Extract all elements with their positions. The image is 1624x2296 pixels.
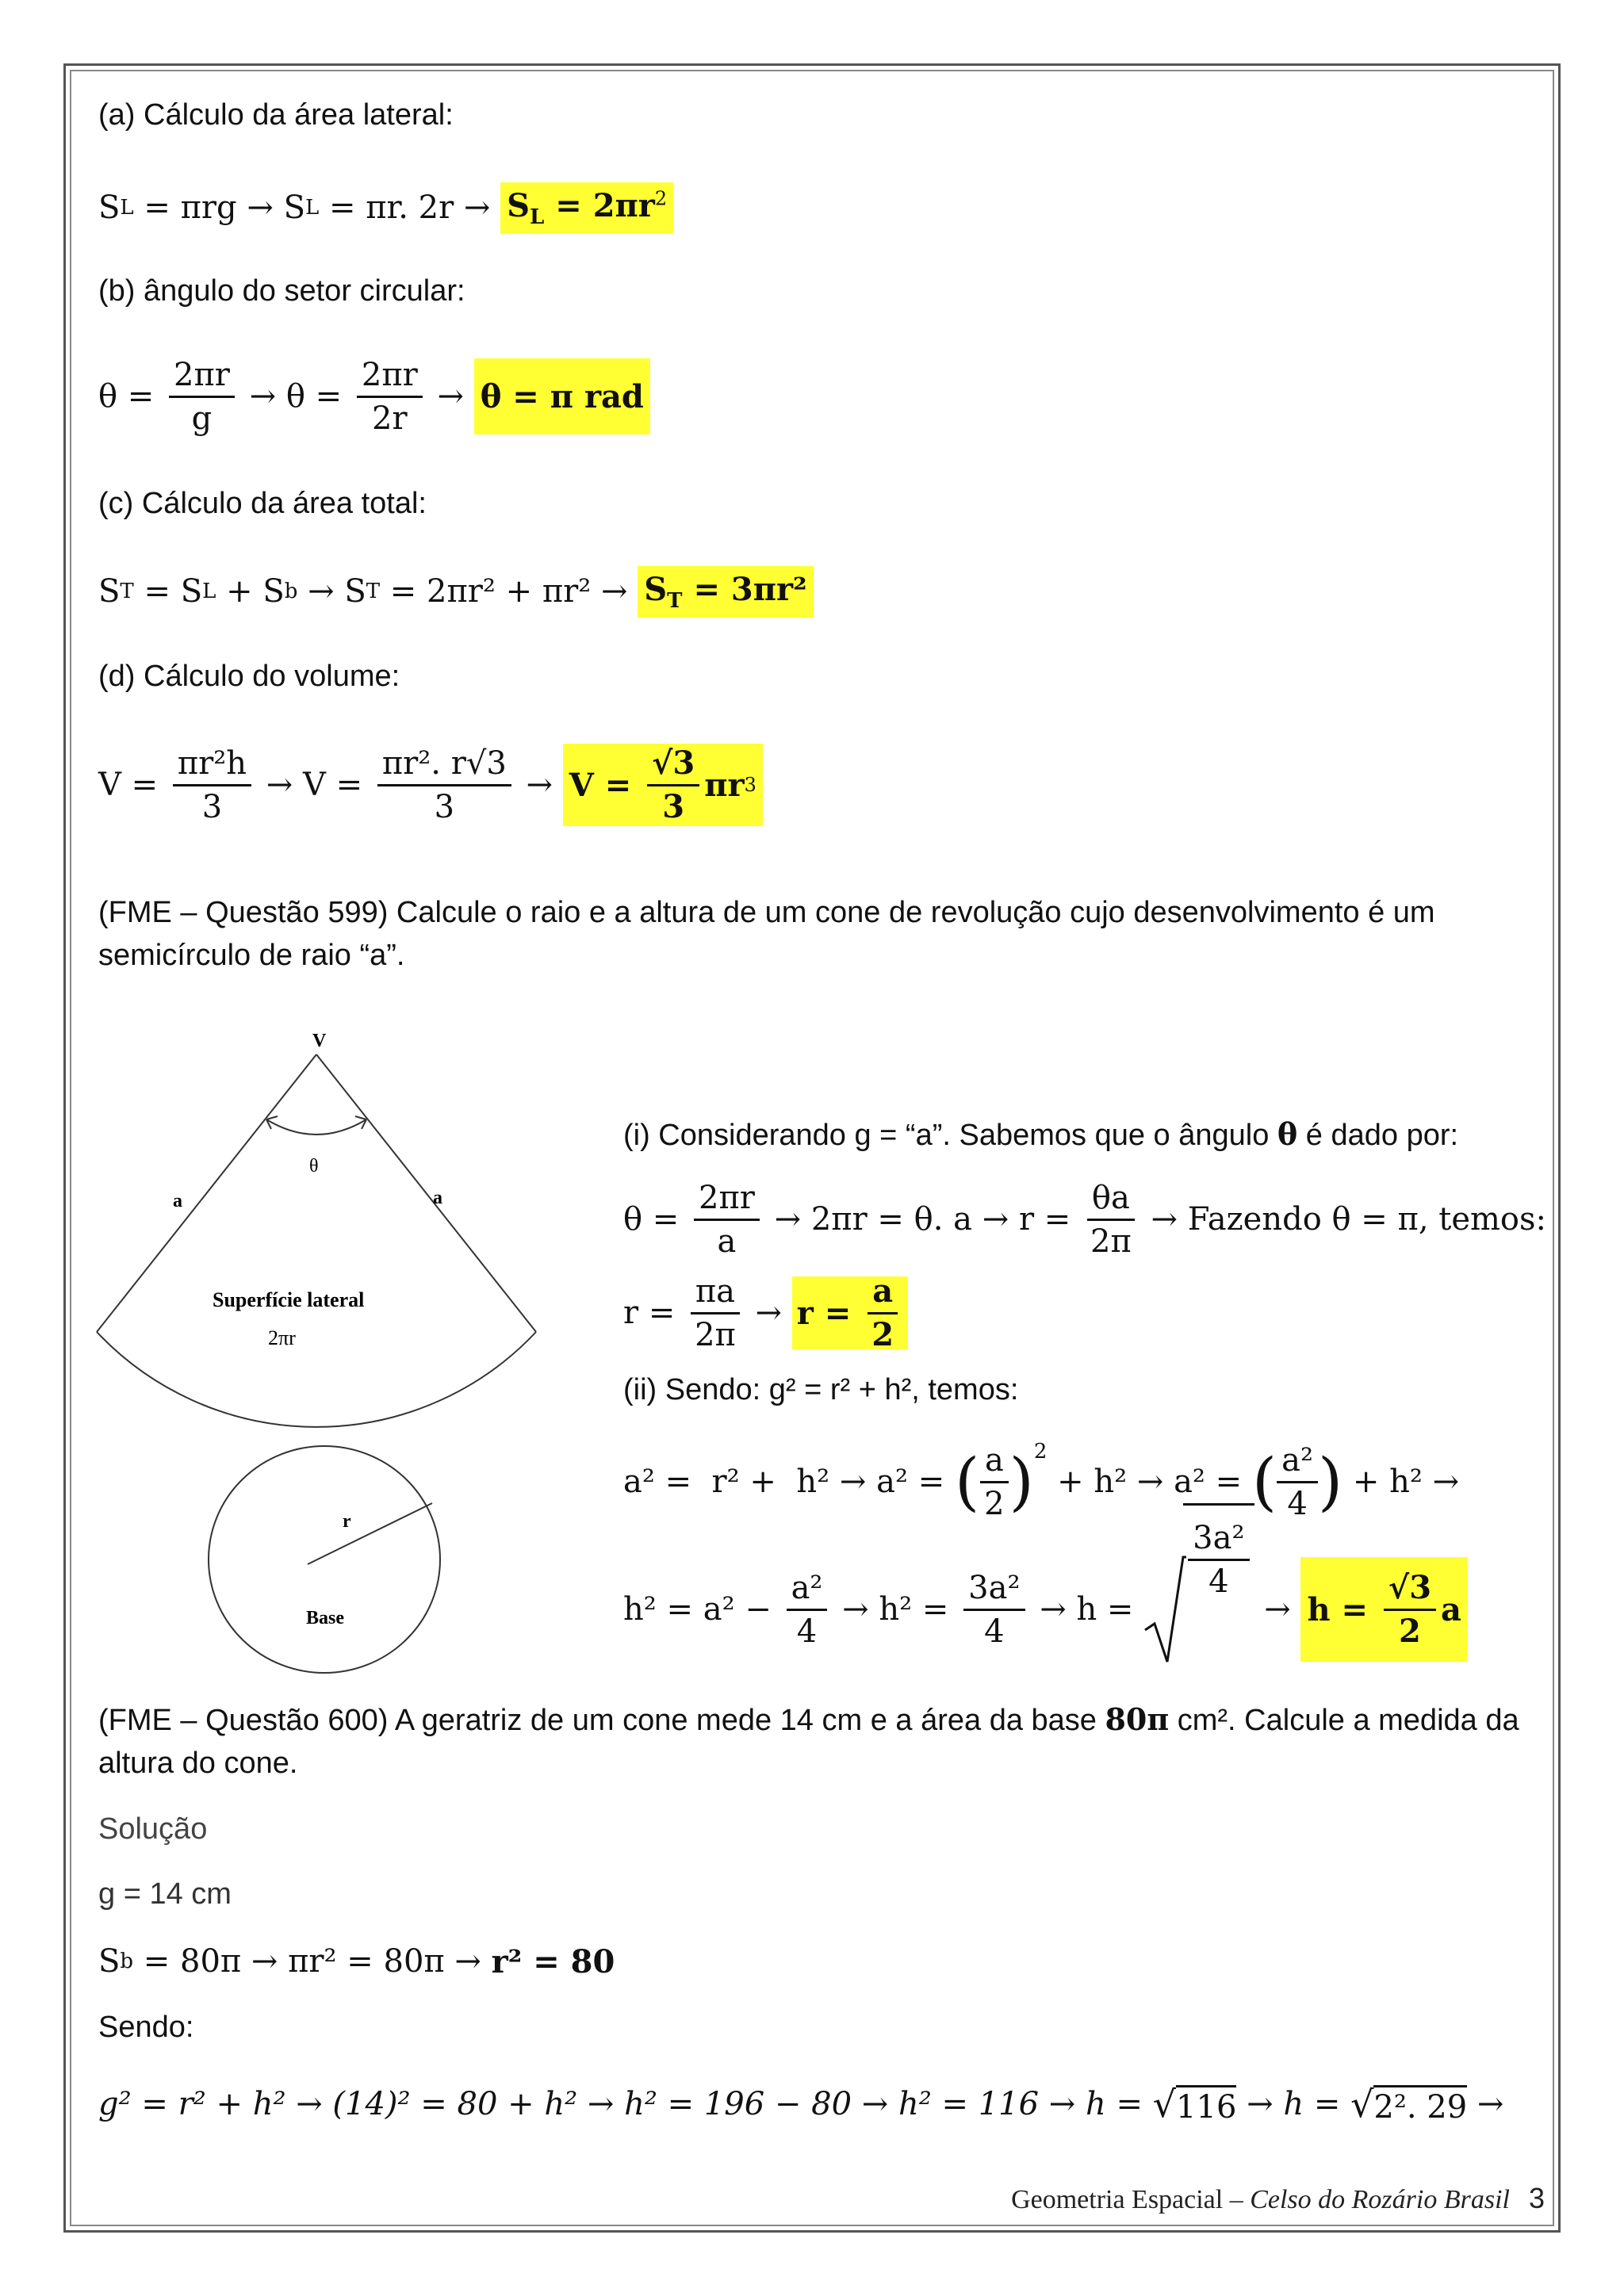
side-a-left: a xyxy=(173,1191,182,1211)
formula-b: θ = $\frac{2\pi r}{g}$ → θ = $\frac{2\pi r}{2r}$ → θ = π rad xyxy=(98,355,650,438)
formula-ii-1: a² = r² + h² → a² = ( $\frac{a}{2}$ ) $^2$ + h² → a² = ( $\frac{\text{a²}}{4}$ ) + h² → xyxy=(623,1440,1460,1522)
question-599: (FME – Questão 599) Calcule o raio e a altura de um cone de revolução cujo desenvolvimento é um semicírculo de raio “a”. xyxy=(98,896,1435,972)
answer-d: V = $\frac{√3}{3}$ πr 3 xyxy=(563,744,763,826)
question-600: (FME – Questão 600) A geratriz de um cone mede 14 cm e a área da base 80π cm². Calcule a medida da altura do cone. xyxy=(98,1701,1519,1780)
g-value: g = 14 cm xyxy=(98,1877,232,1911)
answer-c: $S_T = 3\pi r^2$ xyxy=(638,566,813,618)
side-a-right: a xyxy=(433,1188,442,1208)
answer-b: θ = π rad xyxy=(474,358,650,434)
answer-r: r = $\frac{a}{2}$ xyxy=(792,1276,908,1349)
formula-sb: S b = 80π → πr² = 80π → r² = 80 xyxy=(98,1942,615,1980)
theta-label: θ xyxy=(309,1156,319,1177)
answer-h: h = $\frac{√3}{2}$ a xyxy=(1300,1557,1468,1662)
vertex-label: V xyxy=(312,1031,327,1051)
sendo-label: Sendo: xyxy=(98,2011,194,2044)
part-i-text: (i) Considerando g = “a”. Sabemos que o ângulo θ é dado por: xyxy=(623,1116,1459,1152)
base-label: Base xyxy=(306,1608,344,1628)
lateral-surface-value: 2πr xyxy=(268,1326,296,1349)
sqrt-sign-icon xyxy=(1143,1554,1186,1665)
lateral-surface-label: Superfície lateral xyxy=(213,1288,365,1311)
section-d-title: (d) Cálculo do volume: xyxy=(98,660,400,693)
formula-final: g² = r² + h² → (14)² = 80 + h² → h² = 196 − 80 → h² = 116 → h = √ 116 → h = √ 2². 29 → xyxy=(98,2083,1504,2126)
page-number: 3 xyxy=(1528,2182,1545,2214)
section-a-title: (a) Cálculo da área lateral: xyxy=(98,98,454,132)
answer-a: $S_L = 2\pi r^2$ xyxy=(500,182,673,234)
section-c-title: (c) Cálculo da área total: xyxy=(98,487,427,520)
formula-i-2: r = $\frac{\pi a}{2\pi}$ → r = $\frac{a}{2}$ xyxy=(623,1272,908,1354)
formula-ii-2: h² = a² − $\frac{\text{a²}}{4}$ → h² = $\frac{\text{3a²}}{4}$ → h = $\frac{\text{3a²}}{4}$ → h = $\frac{√3}{2}$ a xyxy=(623,1551,1468,1668)
sqrt-expression: $\frac{\text{3a²}}{4}$ xyxy=(1143,1554,1254,1665)
solution-label: Solução xyxy=(98,1812,208,1846)
formula-c: S T = S L + S b → S T = 2πr² + πr² → $S_T = 3\pi r^2$ xyxy=(98,568,814,615)
formula-a: S L = πrg → S L = πr. 2r → $S_L = 2\pi r^2$ xyxy=(98,186,673,230)
formula-i-1: θ = $\frac{2\pi r}{a}$ → 2πr = θ. a → r = $\frac{\theta a}{2\pi}$ → Fazendo θ = π, temos: xyxy=(623,1179,1547,1260)
page-footer: Geometria Espacial – Celso do Rozário Brasil 3 xyxy=(1011,2182,1545,2214)
cone-development-figure xyxy=(87,1023,547,1681)
answer-r2: r² = 80 xyxy=(491,1942,615,1980)
author: Celso do Rozário Brasil xyxy=(1250,2185,1510,2214)
formula-d: V = $\frac{\text{πr²h}}{3}$ → V = $\frac{\text{πr². r√3}}{3}$ → V = $\frac{√3}{3}$ πr 3 xyxy=(98,744,763,826)
radius-label: r xyxy=(343,1511,351,1532)
section-b-title: (b) ângulo do setor circular: xyxy=(98,274,465,308)
part-ii-text: (ii) Sendo: g² = r² + h², temos: xyxy=(623,1373,1019,1406)
